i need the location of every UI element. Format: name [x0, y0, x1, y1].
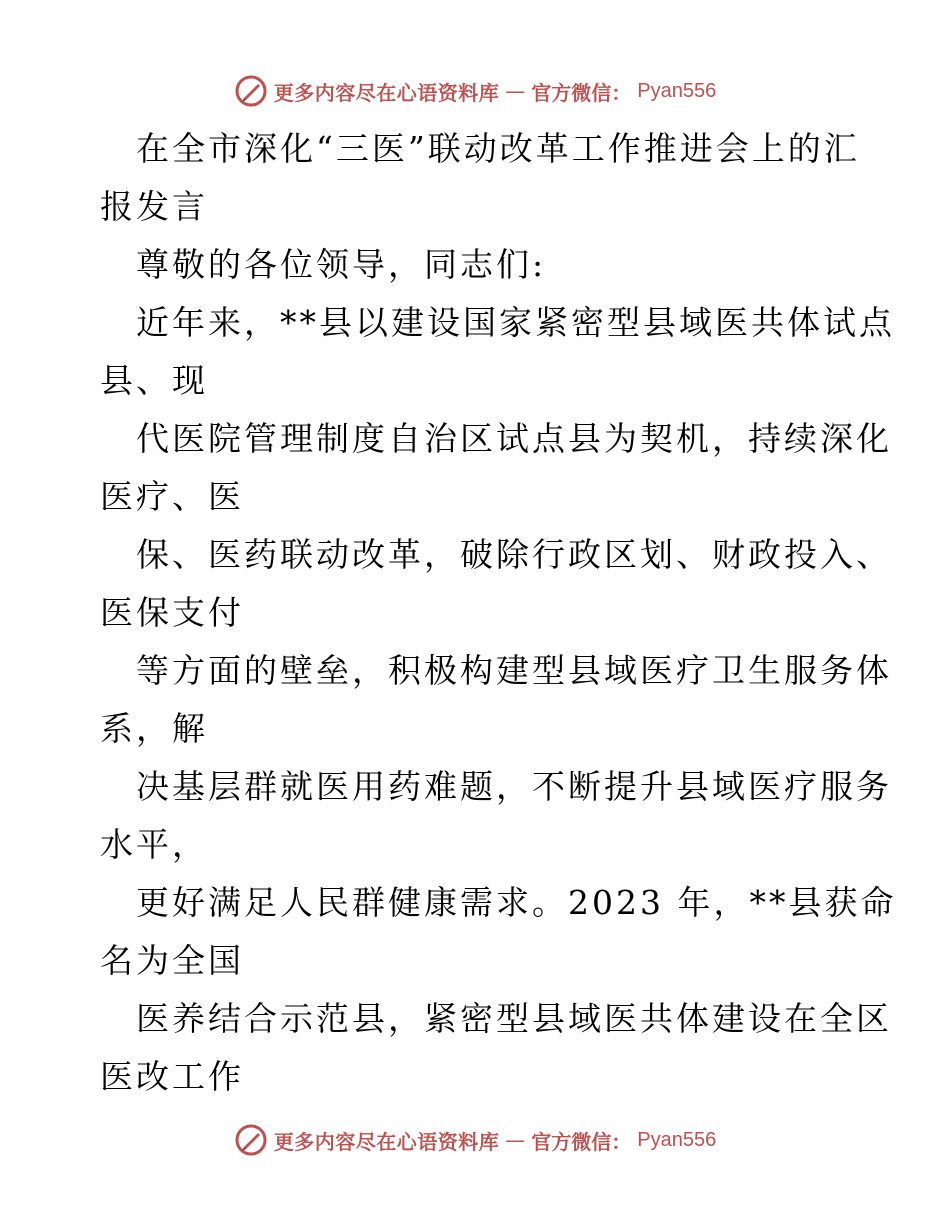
pen-logo-icon	[234, 1123, 268, 1157]
body-line: 医保支付	[100, 593, 244, 632]
watermark-wechat-id: Pyan556	[637, 1128, 717, 1151]
watermark-official-label: 官方微信：	[531, 80, 632, 105]
document-body	[100, 120, 897, 1106]
body-line: 医改工作	[100, 1057, 244, 1096]
body-line: 更好满足人民群健康需求。2023 年，**县获命	[136, 883, 897, 922]
watermark-separator: —	[505, 1128, 526, 1152]
body-line: 决基层群就医用药难题，不断提升县域医疗服务	[136, 767, 892, 806]
body-line: 县、现	[100, 361, 208, 400]
body-line: 系，解	[100, 709, 208, 748]
body-line: 保、医药联动改革，破除行政区划、财政投入、	[136, 535, 892, 574]
title-line-2: 报发言	[100, 187, 208, 226]
title-line-1: 在全市深化“三医”联动改革工作推进会上的汇	[136, 129, 860, 168]
body-line: 近年来，**县以建设国家紧密型县域医共体试点	[136, 303, 895, 342]
footer-watermark	[0, 1120, 950, 1160]
body-line: 医养结合示范县，紧密型县域医共体建设在全区	[136, 999, 892, 1038]
watermark-official-label: 官方微信：	[531, 1129, 632, 1154]
pen-logo-icon	[234, 74, 268, 108]
body-line: 水平，	[100, 825, 208, 864]
watermark-wechat-id: Pyan556	[637, 79, 717, 102]
body-line: 代医院管理制度自治区试点县为契机，持续深化	[136, 419, 892, 458]
salutation: 尊敬的各位领导，同志们:	[136, 245, 547, 284]
body-line: 等方面的壁垒，积极构建型县域医疗卫生服务体	[136, 651, 892, 690]
header-watermark	[0, 71, 950, 111]
body-line: 名为全国	[100, 941, 244, 980]
watermark-text: 更多内容尽在心语资料库	[273, 80, 500, 105]
watermark-text: 更多内容尽在心语资料库	[273, 1129, 500, 1154]
watermark-separator: —	[505, 79, 526, 103]
body-line: 医疗、医	[100, 477, 244, 516]
